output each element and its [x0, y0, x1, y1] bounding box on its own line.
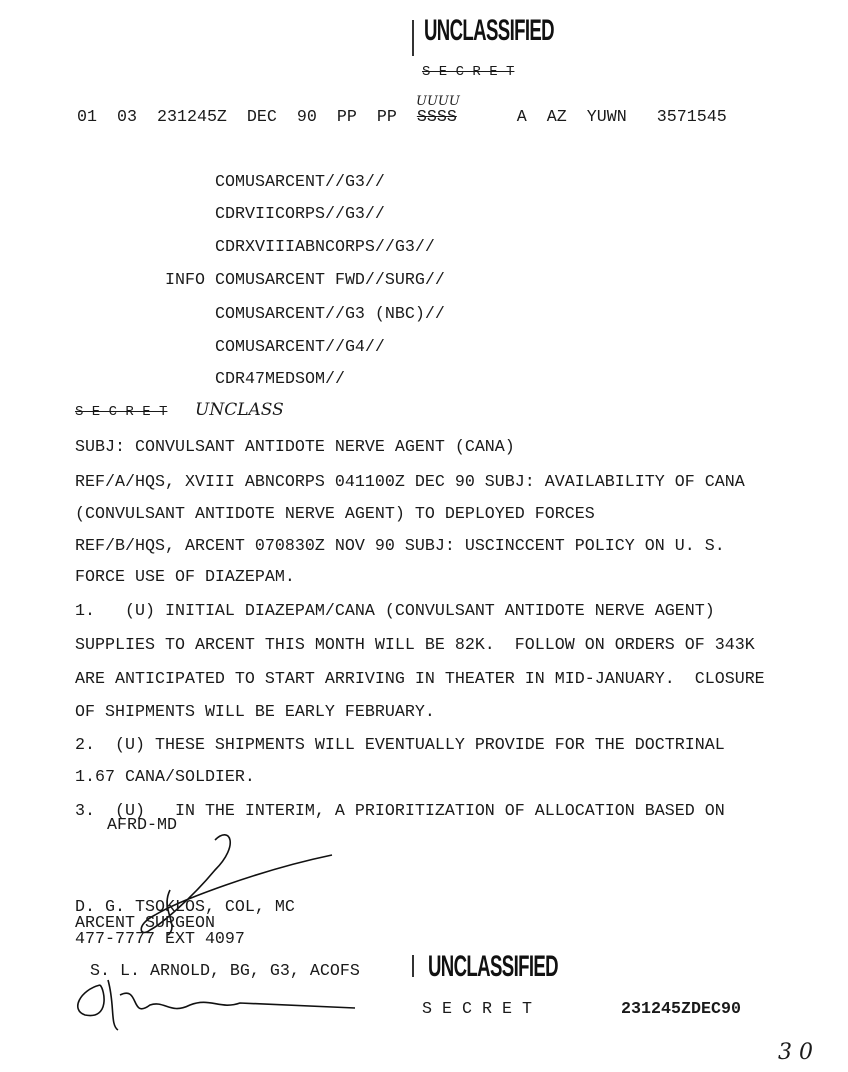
message-header: [77, 108, 727, 128]
body-line: REF/B/HQS, ARCENT 070830Z NOV 90 SUBJ: USCINCCENT POLICY ON U. S.: [75, 537, 725, 556]
signer-phone: 477-7777 EXT 4097: [75, 930, 245, 949]
unclassified-stamp-bottom: UNCLASSIFIED: [428, 950, 559, 983]
handwritten-annotation: UUUU: [416, 94, 460, 109]
body-line: ARE ANTICIPATED TO START ARRIVING IN THEATER IN MID-JANUARY. CLOSURE: [75, 670, 765, 689]
body-line: 2. (U) THESE SHIPMENTS WILL EVENTUALLY PROVIDE FOR THE DOCTRINAL: [75, 736, 725, 755]
releaser: S. L. ARNOLD, BG, G3, ACOFS: [90, 962, 360, 981]
addressee: CDRVIICORPS//G3//: [215, 205, 385, 224]
info-addressee: COMUSARCENT//G4//: [215, 338, 385, 357]
header-fields-end: A AZ YUWN 3571545: [456, 108, 727, 127]
body-line: SUPPLIES TO ARCENT THIS MONTH WILL BE 82K. FOLLOW ON ORDERS OF 343K: [75, 636, 755, 655]
info-addressee: CDR47MEDSOM//: [215, 370, 345, 389]
header-fields: 01 03 231245Z DEC 90 PP PP: [77, 108, 417, 127]
body-line: 1. (U) INITIAL DIAZEPAM/CANA (CONVULSANT ANTIDOTE NERVE AGENT): [75, 602, 715, 621]
footer-dtg: 231245ZDEC90: [621, 1000, 741, 1019]
page-number: 3 0: [778, 1040, 813, 1065]
stamp-mark: [412, 955, 414, 977]
unclassified-stamp-top: UNCLASSIFIED: [424, 14, 555, 47]
body-line: SUBJ: CONVULSANT ANTIDOTE NERVE AGENT (CANA): [75, 438, 515, 457]
addressee: COMUSARCENT//G3//: [215, 173, 385, 192]
addressee: CDRXVIIIABNCORPS//G3//: [215, 238, 435, 257]
signer-title: ARCENT SURGEON: [75, 914, 215, 933]
stamp-mark: [412, 20, 414, 56]
body-line: 1.67 CANA/SOLDIER.: [75, 768, 255, 787]
handwritten-unclass: UNCLASS: [195, 400, 284, 420]
body-line: FORCE USE OF DIAZEPAM.: [75, 568, 295, 587]
header-struck-field: SSSS: [416, 108, 457, 127]
footer-classification: S E C R E T: [422, 1000, 532, 1019]
classification-top: S E C R E T: [422, 64, 515, 80]
office-symbol: AFRD-MD: [107, 816, 177, 835]
info-addressee: COMUSARCENT FWD//SURG//: [215, 271, 445, 290]
info-addressee: COMUSARCENT//G3 (NBC)//: [215, 305, 445, 324]
signer-name: D. G. TSOKLOS, COL, MC: [75, 898, 295, 917]
body-line: 3. (U) IN THE INTERIM, A PRIORITIZATION OF ALLOCATION BASED ON: [75, 802, 725, 821]
info-label: INFO: [165, 271, 205, 290]
classification-body: S E C R E T: [75, 404, 168, 420]
signature-arnold: [70, 975, 370, 1035]
body-line: OF SHIPMENTS WILL BE EARLY FEBRUARY.: [75, 703, 435, 722]
body-line: REF/A/HQS, XVIII ABNCORPS 041100Z DEC 90 SUBJ: AVAILABILITY OF CANA: [75, 473, 745, 492]
body-line: (CONVULSANT ANTIDOTE NERVE AGENT) TO DEPLOYED FORCES: [75, 505, 595, 524]
